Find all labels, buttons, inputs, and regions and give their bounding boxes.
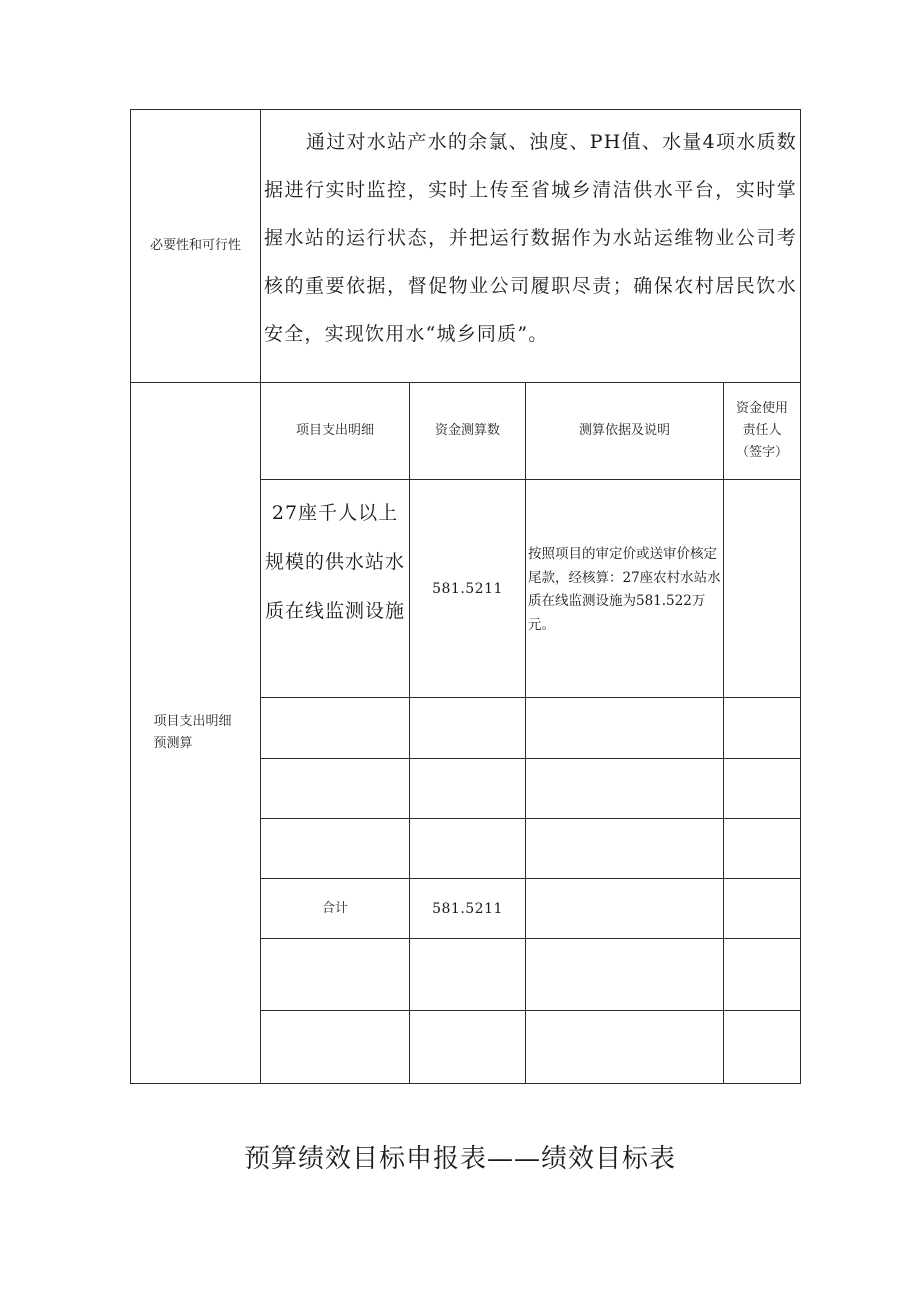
amount-column-border xyxy=(525,382,526,1084)
row-1-basis: 按照项目的审定价或送审价核定尾款，经核算：27座农村水站水质在线监测设施为581.522万元。 xyxy=(528,546,721,633)
row-1-amount: 581.5211 xyxy=(432,580,503,597)
header-basis: 测算依据及说明 xyxy=(578,423,670,438)
total-amount: 581.5211 xyxy=(432,900,503,917)
total-label: 合计 xyxy=(321,900,348,916)
table-right-border xyxy=(800,109,801,1084)
header-row-bottom xyxy=(261,479,801,480)
footer-title: 预算绩效目标申报表——绩效目标表 xyxy=(243,1144,676,1174)
necessity-label: 必要性和可行性 xyxy=(149,238,241,253)
header-person xyxy=(724,383,800,479)
row-divider-2 xyxy=(261,758,801,759)
header-item: 项目支出明细 xyxy=(295,423,374,438)
budget-label: 项目支出明细预测算 xyxy=(153,714,232,751)
budget-label-cell xyxy=(131,383,260,1083)
row-divider-5 xyxy=(261,938,801,939)
necessity-text: 通过对水站产水的余氯、浊度、PH值、水量4项水质数据进行实时监控，实时上传至省城乡清洁供水平台，实时掌握水站的运行状态，并把运行数据作为水站运维物业公司考核的重要依据，督促物业公司履职尽责；确保农村居民饮水安全，实现饮用水“城乡同质”。 xyxy=(264,131,797,345)
row-1-item: 27座千人以上规模的供水站水质在线监测设施 xyxy=(264,502,405,622)
row-1-person xyxy=(724,480,800,697)
header-person-text: 资金使用责任人（签字） xyxy=(735,401,788,460)
row-divider-3 xyxy=(261,818,801,819)
table-bottom-border xyxy=(130,1083,801,1084)
row-divider-1 xyxy=(261,697,801,698)
row-divider-6 xyxy=(261,1010,801,1011)
header-amount: 资金测算数 xyxy=(434,423,500,438)
necessity-label-cell xyxy=(131,110,260,382)
